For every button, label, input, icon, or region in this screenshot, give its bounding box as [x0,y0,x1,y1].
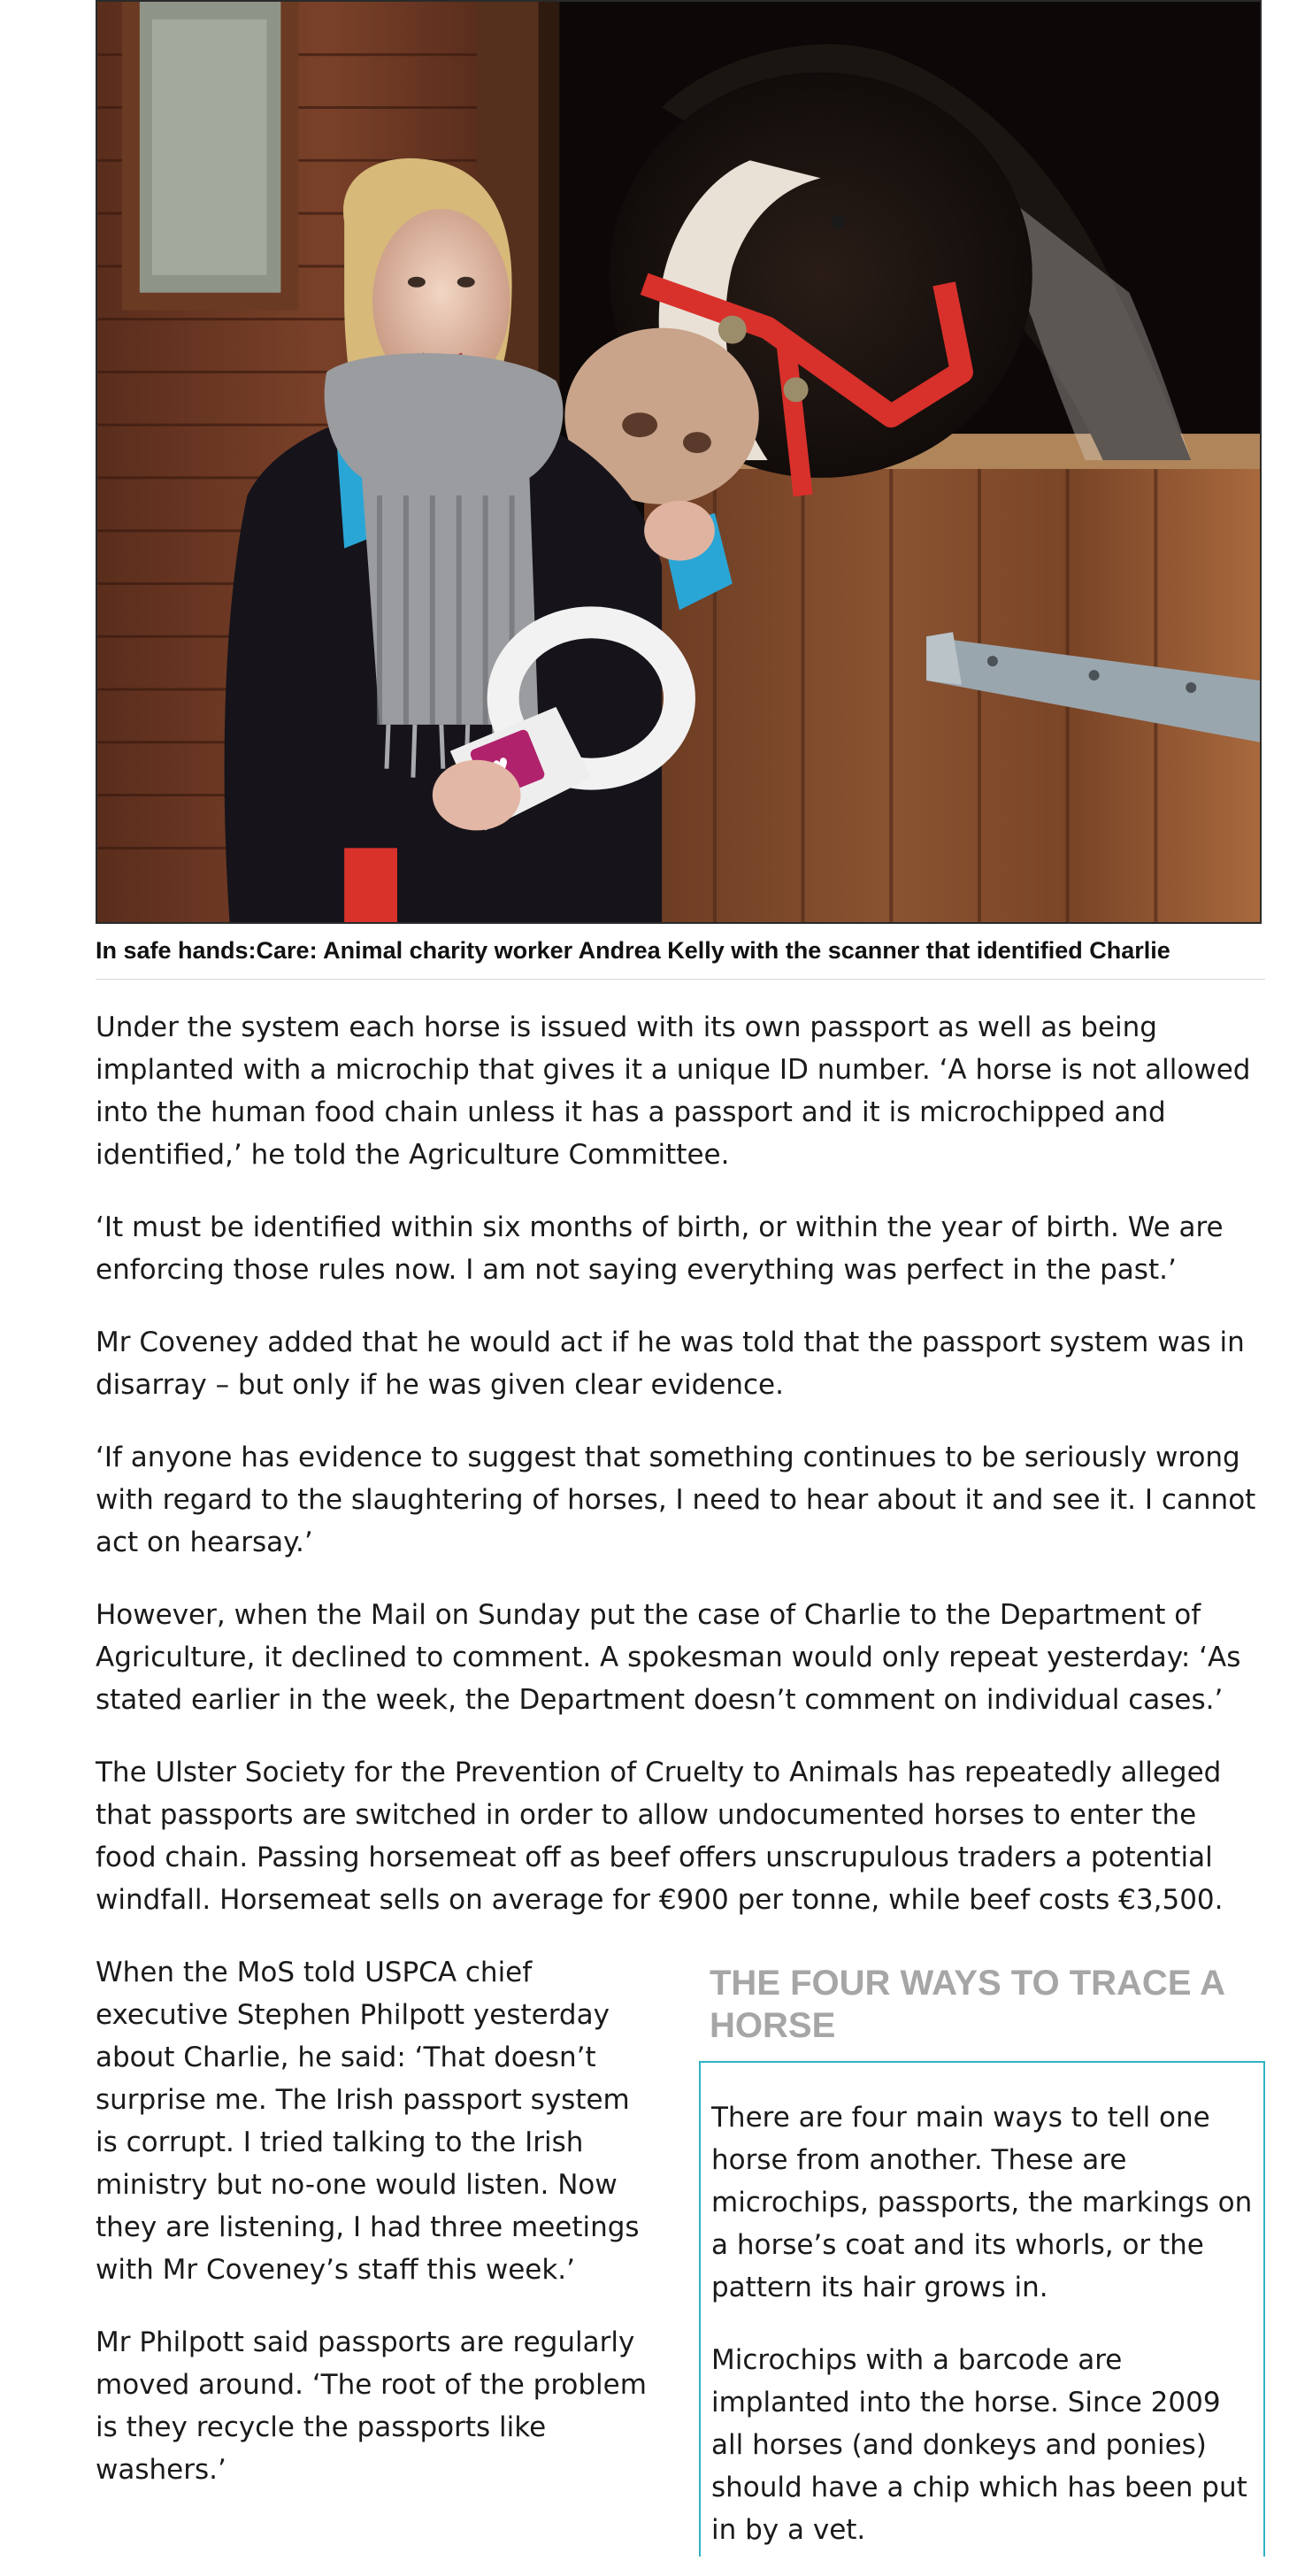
paragraph-3: Mr Coveney added that he would act if he was told that the passport system was in disarray – but only if he was given clear evidence. [96,1326,1245,1401]
factbox-column [699,1951,1265,2557]
two-column-section [96,1951,1265,2557]
paragraph-6: The Ulster Society for the Prevention of Cruelty to Animals has repeatedly alleged that passports are switched in order to allow undocumented horses to enter the food chain. Passing horsemeat off as beef offers unscrupulous traders a potential windfall. Horsemeat sells on average for €900 per tonne, while beef costs €3,500. [96,1757,1224,1916]
factbox [699,2061,1265,2557]
article [96,0,1265,2557]
factbox-title: THE FOUR WAYS TO TRACE A HORSE [710,1964,1224,2045]
paragraph-5: However, when the Mail on Sunday put the case of Charlie to the Department of Agriculture, it declined to comment. A spokesman would only repeat yesterday: ‘As stated earlier in the week, the Department doesn’t comment on individual cases.’ [96,1599,1241,1716]
factbox-paragraph-2: Microchips with a barcode are implanted into the horse. Since 2009 all horses (and donkeys and ponies) should have a chip which has been put in by a vet. [711,2344,1247,2546]
paragraph-2: ‘It must be identified within six months of birth, or within the year of birth. We are enforcing those rules now. I am not saying everything was perfect in the past.’ [96,1211,1224,1286]
paragraph-1: Under the system each horse is issued with its own passport as well as being implanted with a microchip that gives it a unique ID number. ‘A horse is not allowed into the human food chain unless it has a passport and it is microchipped and identified,’ he told the Agriculture Committee. [96,1011,1251,1171]
paragraph-7: When the MoS told USPCA chief executive Stephen Philpott yesterday about Charlie, he said: ‘That doesn’t surprise me. The Irish passport system is corrupt. I tried talking to the Irish ministry but no-one would listen. Now they are listening, I had three meetings with Mr Coveney’s staff this week.’ [96,1957,640,2286]
stable-horse-image [97,2,1260,922]
factbox-paragraph-1: There are four main ways to tell one horse from another. These are microchips, passports, the markings on a horse’s coat and its whorls, or the pattern its hair grows in. [711,2102,1253,2303]
article-photo [96,0,1262,924]
left-column [96,1951,653,2557]
photo-caption: In safe hands:Care: Animal charity worker Andrea Kelly with the scanner that identified Charlie [96,934,1265,980]
article-body [96,1006,1265,2557]
paragraph-4: ‘If anyone has evidence to suggest that something continues to be seriously wrong with regard to the slaughtering of horses, I need to hear about it and see it. I cannot act on hearsay.’ [96,1442,1256,1558]
paragraph-8: Mr Philpott said passports are regularly moved around. ‘The root of the problem is they recycle the passports like washers.’ [96,2326,647,2486]
